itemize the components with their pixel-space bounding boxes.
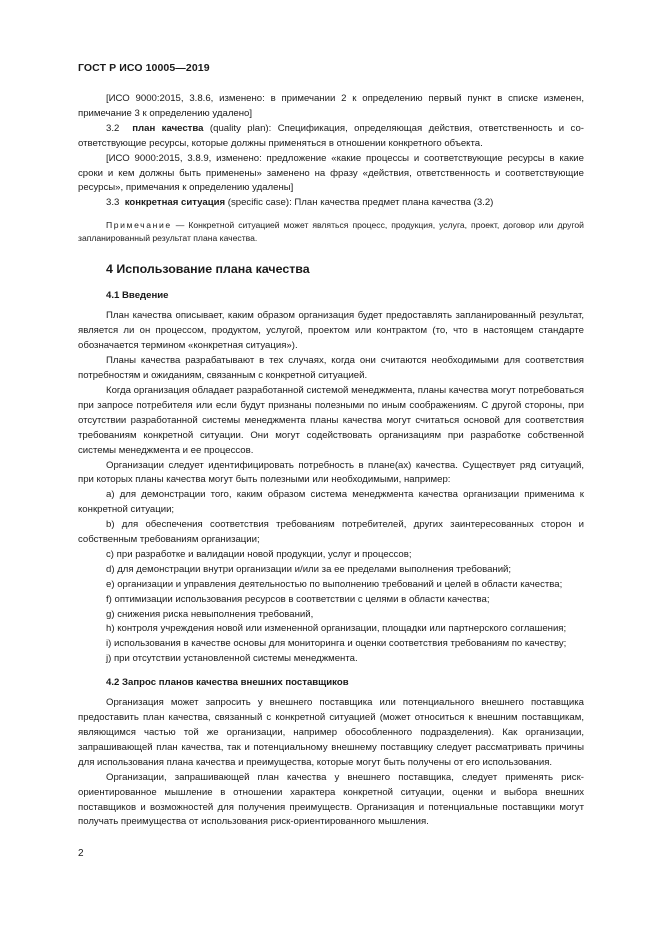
paragraph: Когда организация обладает разработанной системой менеджмента, планы качества могут потребоваться при запросе потребителя или если будут признаны полезными по иным соображениям. С другой стороны, при отсутствии разработанной системы менеджмента планы качества могут считаться основой для соответствия требованиям конкретной ситуации. Они могут содействовать организациям при разработке собственной системы менеджмента и ее процессов.: [78, 384, 584, 456]
source-note-3-2: [ИСО 9000:2015, 3.8.9, изменено: предложение «какие процессы и соответствующие ресурсы в какие сроки и кем должны быть применены» заменено на фразу «действия, ответственность и соответствующие ресурсы», примечания к определению удалены]: [78, 152, 584, 194]
term-number: 3.3: [106, 197, 120, 209]
term-definition: (quality plan): Спецификация, определяющая действия, ответственность и соответствующие ресурсы, которые должны применяться в отношении конкретного объекта.: [78, 122, 584, 149]
paragraph: Организации, запрашивающей план качества у внешнего поставщика, следует применять риск-ориентированное мышление в отношении характера конкретной ситуации, оценки и выбора внешних поставщиков и возможностей для получения преимуществ. Организация и потенциальные поставщики могут получать преимущества от использования риск-ориентированного мышления.: [78, 771, 584, 828]
paragraph: Организация может запросить у внешнего поставщика или потенциального внешнего поставщика предоставить план качества, связанный с конкретной ситуацией (может относиться к внешним поставщикам, являющимся частью той же организации, например обособленного подразделения). Как организации, запрашивающей план качества, так и потенциальному внешнему поставщику следует рассматривать причины для использования плана качества и преимущества, которые могут быть получены от его использования.: [78, 697, 584, 768]
paragraph: Планы качества разрабатывают в тех случаях, когда они считаются необходимыми для соответствия потребностям и ожиданиям, связанным с конкретной ситуацией.: [78, 355, 584, 382]
list-item: b) для обеспечения соответствия требованиям потребителей, других заинтересованных сторон и собственным требованиям организации;: [78, 519, 584, 546]
list-item: j) при отсутствии установленной системы менеджмента.: [106, 653, 358, 665]
subsection-heading-4-1: 4.1 Введение: [106, 290, 169, 302]
list-item: c) при разработке и валидации новой продукции, услуг и процессов;: [106, 548, 412, 560]
term-name: конкретная ситуация: [124, 197, 226, 209]
note-text: — Конкретной ситуацией может являться процесс, продукция, услуга, проект, договор или другой запланированный результат плана качества.: [78, 220, 584, 243]
term-3-2: [78, 122, 584, 152]
document-body: [78, 92, 584, 830]
subsection-heading-4-2: 4.2 Запрос планов качества внешних поставщиков: [106, 677, 349, 689]
term-number: 3.2: [106, 122, 120, 134]
list-item: d) для демонстрации внутри организации и/или за ее пределами выполнения требований;: [106, 563, 512, 575]
list-item: h) контроля учреждения новой или измененной организации, площадки или партнерского соглашения;: [106, 623, 567, 635]
paragraph: Организации следует идентифицировать потребность в плане(ах) качества. Существует ряд ситуаций, при которых планы качества могут быть полезными или необходимыми, например:: [78, 459, 584, 486]
list-item: a) для демонстрации того, каким образом система менеджмента качества организации применима к конкретной ситуации;: [78, 489, 584, 516]
note: [78, 219, 584, 244]
list-item: g) снижения риска невыполнения требований,: [106, 608, 314, 620]
note-label: Примечание: [106, 220, 172, 231]
list-item: i) использования в качестве основы для мониторинга и оценки соответствия требованиям по качеству;: [106, 638, 567, 650]
section-heading-4: 4 Использование плана качества: [106, 262, 310, 277]
paragraph: План качества описывает, каким образом организация будет предоставлять запланированный результат, является ли он процессом, продуктом, услугой, проектом или контрактом (то, что в настоящем стандарте обозначается термином «конкретная ситуация»).: [78, 310, 584, 352]
term-3-3: [78, 196, 584, 211]
list-item: f) оптимизации использования ресурсов в соответствии с целями в области качества;: [106, 593, 490, 605]
list-item: e) организации и управления деятельностью по выполнению требований и целей в области качества;: [106, 578, 563, 590]
term-definition: (specific case): План качества предмет плана качества (3.2): [225, 197, 494, 209]
document-header: ГОСТ Р ИСО 10005—2019: [78, 62, 210, 74]
term-name: план качества: [132, 122, 204, 134]
source-note-3-1: [ИСО 9000:2015, 3.8.6, изменено: в примечании 2 к определению первый пункт в списке изменен, примечание 3 к определению удалено]: [78, 93, 584, 119]
page-number: 2: [78, 848, 84, 859]
